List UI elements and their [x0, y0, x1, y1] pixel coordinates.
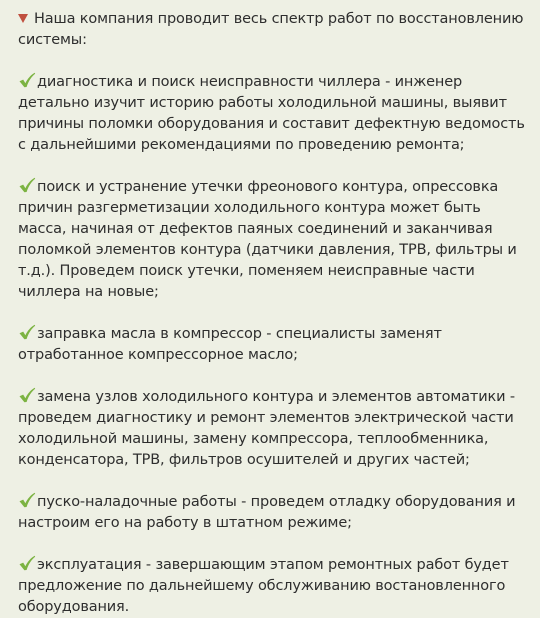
list-item-text: пуско-наладочные работы - проведем отладку оборудования и настроим его на работу в штатном режиме; — [18, 494, 516, 531]
check-mark-icon — [18, 72, 36, 88]
list-item-text: эксплуатация - завершающим этапом ремонтных работ будет предложение по дальнейшему обслуживанию востановленного оборудования. — [18, 557, 509, 615]
intro-paragraph — [18, 9, 530, 51]
check-mark-icon — [18, 492, 36, 508]
list-item-text: поиск и устранение утечки фреонового контура, опрессовка причин разгерметизации холодильного контура может быть масса, начиная от дефектов паяных соединений и заканчивая поломкой элементов контура (датчики давления, ТРВ, фильтры и т.д.). Проведем поиск утечки, поменяем неисправные части чиллера на новые; — [18, 179, 517, 300]
check-mark-icon — [18, 177, 36, 193]
intro-text: Наша компания проводит весь спектр работ по восстановлению системы: — [18, 11, 524, 48]
list-item-text: диагностика и поиск неисправности чиллера - инженер детально изучит историю работы холодильной машины, выявит причины поломки оборудования и составит дефектную ведомость с дальнейшими рекомендациями по проведению ремонта; — [18, 74, 525, 153]
list-item-leak-search — [18, 177, 530, 303]
check-mark-icon — [18, 555, 36, 571]
list-item-text: замена узлов холодильного контура и элементов автоматики - проведем диагностику и ремонт элементов электрической части холодильной машины, замену компрессора, теплообменника, конденсатора, ТРВ, фильтров осушителей и других частей; — [18, 389, 515, 468]
list-item-diagnostics — [18, 72, 530, 156]
triangle-down-icon — [18, 14, 28, 23]
list-item-oil-refill — [18, 324, 530, 366]
list-item-operation — [18, 555, 530, 618]
list-item-commissioning — [18, 492, 530, 534]
list-item-text: заправка масла в компрессор - специалисты заменят отработанное компрессорное масло; — [18, 326, 442, 363]
list-item-parts-replacement — [18, 387, 530, 471]
check-mark-icon — [18, 324, 36, 340]
check-mark-icon — [18, 387, 36, 403]
